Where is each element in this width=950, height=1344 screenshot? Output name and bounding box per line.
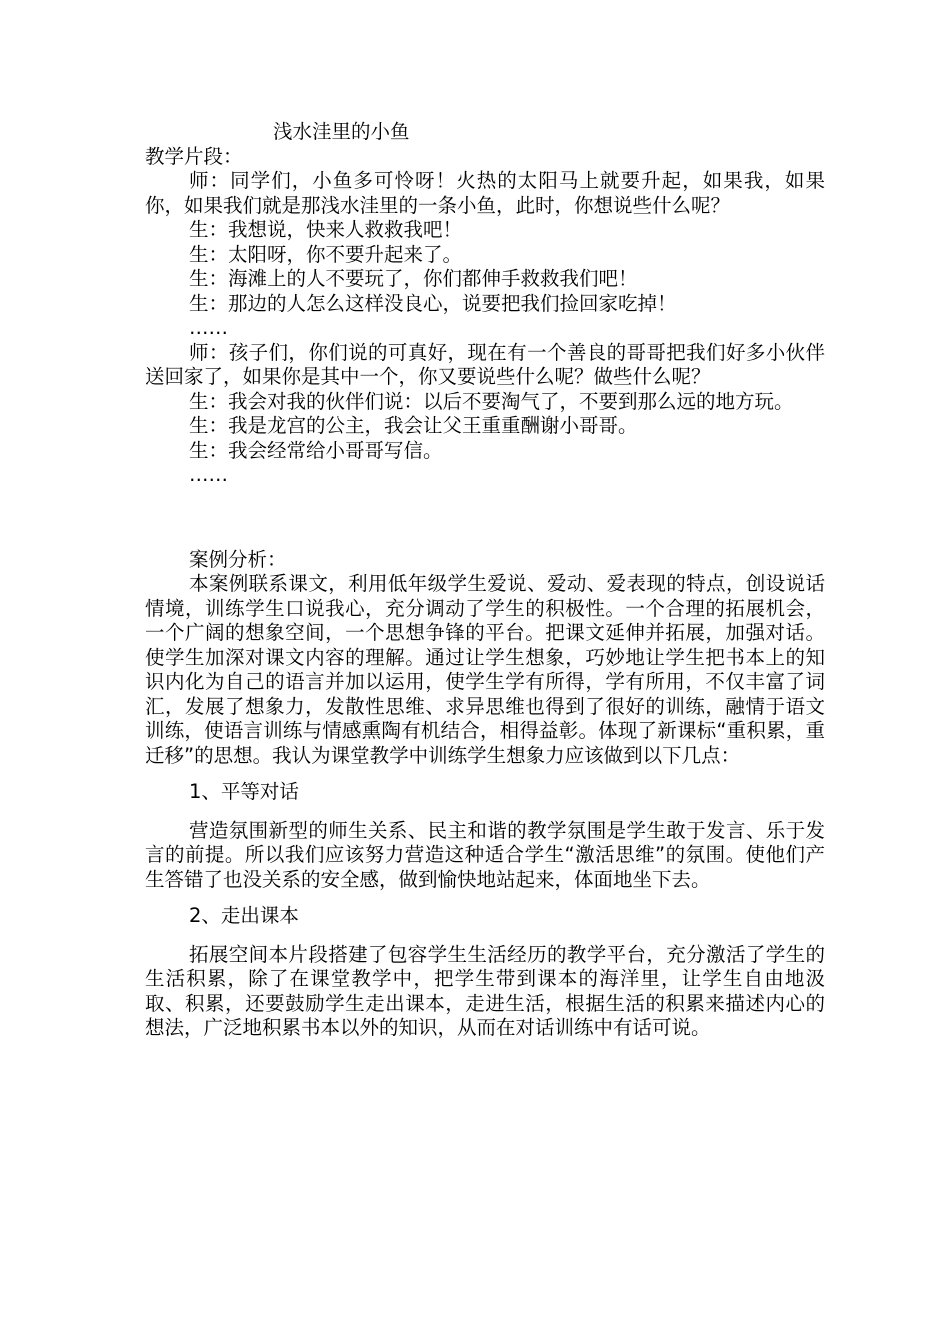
dialogue-line: 生：我想说，快来人救救我吧！: [189, 218, 463, 241]
ellipsis: ……: [189, 316, 228, 339]
dialogue-line: 生：太阳呀，你不要升起来了。: [189, 242, 463, 266]
dialogue-line: 师：同学们，小鱼多可怜呀！火热的太阳马上就要升起，如果我，如果你，如果我们就是那浅水洼里的一条小鱼，此时，你想说些什么呢？: [145, 169, 825, 217]
analysis-label: 案例分析：: [189, 547, 287, 571]
spacer: [145, 768, 825, 780]
document-title: 浅水洼里的小鱼: [273, 120, 410, 143]
point-1-paragraph: 营造氛围新型的师生关系、民主和谐的教学氛围是学生敢于发言、乐于发言的前提。所以我们应该努力营造这种适合学生“激活思维”的氛围。使他们产生答错了也没关系的安全感，做到愉快地站起来，体面地坐下去。: [145, 818, 825, 891]
spacer: [145, 892, 825, 904]
dialogue-line: 生：我会经常给小哥哥写信。: [189, 438, 443, 462]
dialogue-line: 师：孩子们，你们说的可真好，现在有一个善良的哥哥把我们好多小伙伴送回家了，如果你是其中一个，你又要说些什么呢？做些什么呢？: [145, 340, 825, 388]
spacer: [145, 929, 825, 943]
section-label: 教学片段：: [145, 144, 243, 168]
spacer: [145, 805, 825, 819]
document-page: [145, 120, 825, 1041]
spacer: [145, 488, 825, 548]
analysis-paragraph: 本案例联系课文，利用低年级学生爱说、爱动、爱表现的特点，创设说话情境，训练学生口说我心，充分调动了学生的积极性。一个合理的拓展机会，一个广阔的想象空间，一个思想争锋的平台。把课文延伸并拓展，加强对话。使学生加深对课文内容的理解。通过让学生想象，巧妙地让学生把书本上的知识内化为自己的语言并加以运用，使学生学有所得，学有所用，不仅丰富了词汇，发展了想象力，发散性思维、求异思维也得到了很好的训练，融情于语文训练，使语言训练与情感熏陶有机结合，相得益彰。体现了新课标“重积累，重迁移”的思想。我认为课堂教学中训练学生想象力应该做到以下几点：: [145, 572, 825, 767]
point-2-heading: 2、走出课本: [189, 904, 299, 927]
point-1-heading: 1、平等对话: [189, 780, 299, 803]
dialogue-line: 生：我是龙宫的公主，我会让父王重重酬谢小哥哥。: [189, 414, 638, 437]
dialogue-line: 生：海滩上的人不要玩了，你们都伸手救救我们吧！: [189, 267, 638, 290]
point-2-paragraph: 拓展空间本片段搭建了包容学生生活经历的教学平台，充分激活了学生的生活积累，除了在课堂教学中，把学生带到课本的海洋里，让学生自由地汲取、积累，还要鼓励学生走出课本，走进生活，根据生活的积累来描述内心的想法，广泛地积累书本以外的知识，从而在对话训练中有话可说。: [145, 942, 825, 1039]
ellipsis: ……: [189, 463, 228, 486]
dialogue-line: 生：我会对我的伙伴们说：以后不要淘气了，不要到那么远的地方玩。: [189, 389, 794, 413]
dialogue-line: 生：那边的人怎么这样没良心，说要把我们捡回家吃掉！: [189, 291, 677, 315]
